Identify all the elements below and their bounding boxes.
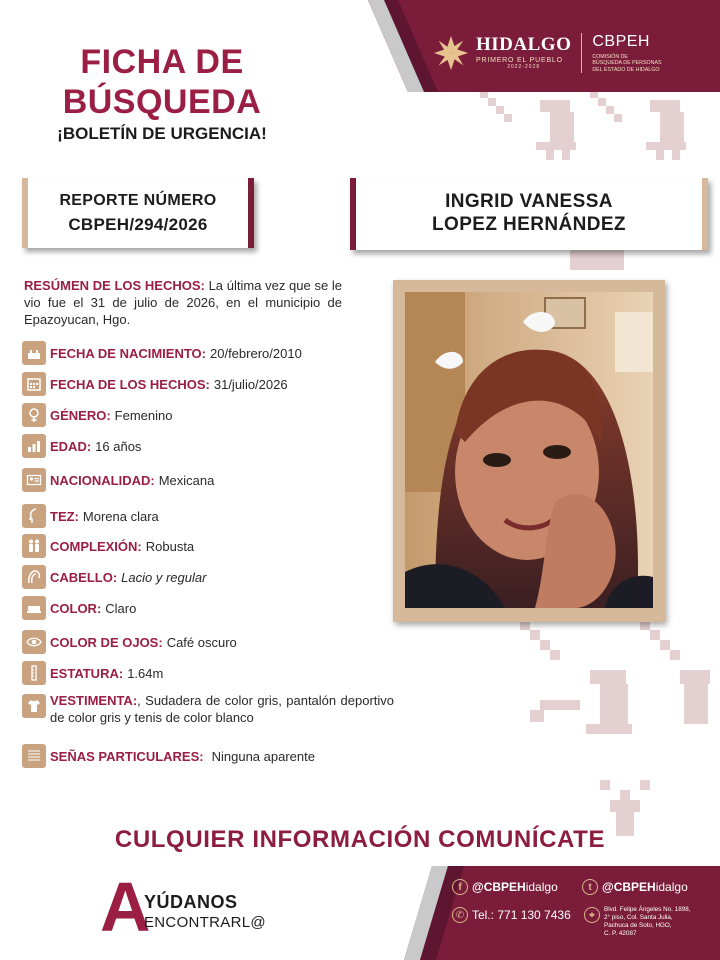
address-line3: Pachuca de Soto, HGO, bbox=[604, 922, 672, 929]
help-logo-line1: YÚDANOS bbox=[144, 892, 238, 912]
help-logo-line2: ENCONTRARL@ bbox=[144, 914, 266, 931]
twitter-icon: t bbox=[582, 879, 598, 895]
summary bbox=[24, 277, 342, 328]
agency-full-name bbox=[592, 54, 661, 74]
address bbox=[604, 906, 716, 938]
agency-full-line2: BÚSQUEDA DE PERSONAS bbox=[592, 60, 662, 67]
fact-value: 31/julio/2026 bbox=[213, 376, 288, 392]
state-name: HIDALGO bbox=[476, 34, 572, 55]
state-motto: PRIMERO EL PUEBLO bbox=[476, 57, 563, 64]
address-contact bbox=[584, 907, 604, 923]
fact-value: Claro bbox=[105, 600, 137, 616]
phone-number: Tel.: 771 130 7436 bbox=[472, 908, 571, 922]
twitter-handle-bold: @CBPEH bbox=[602, 880, 656, 894]
twitter-handle bbox=[602, 880, 688, 894]
fact-label: CABELLO: bbox=[50, 569, 118, 585]
agency-branding bbox=[592, 33, 661, 74]
address-line2: 2° piso, Col. Santa Julia, bbox=[604, 914, 673, 921]
fact-value: 20/febrero/2010 bbox=[210, 345, 302, 361]
fact-label: FECHA DE LOS HECHOS: bbox=[50, 376, 210, 392]
fact-label: SEÑAS PARTICULARES: bbox=[50, 748, 204, 764]
help-find-logo bbox=[100, 868, 300, 946]
person-name-box bbox=[350, 178, 708, 250]
fact-value: Ninguna aparente bbox=[211, 748, 315, 764]
page-title-line2: BÚSQUEDA bbox=[62, 83, 262, 121]
fact-value: Robusta bbox=[145, 538, 195, 554]
phone-icon: ✆ bbox=[452, 907, 468, 923]
header-logos bbox=[432, 28, 720, 78]
header-divider bbox=[581, 33, 582, 73]
calendar-icon bbox=[22, 372, 46, 396]
body-icon bbox=[22, 534, 46, 558]
texture-icon bbox=[22, 744, 46, 768]
fact-label: NACIONALIDAD: bbox=[50, 472, 155, 488]
cake-icon bbox=[22, 341, 46, 365]
fact-value: 1.64m bbox=[127, 665, 164, 681]
fact-value: Morena clara bbox=[82, 508, 159, 524]
fact-label: FECHA DE NACIMIENTO: bbox=[50, 345, 206, 361]
age-bars-icon bbox=[22, 434, 46, 458]
facebook-contact[interactable] bbox=[452, 879, 558, 895]
fact-color bbox=[22, 596, 136, 620]
fact-label: ESTATURA: bbox=[50, 665, 124, 681]
twitter-contact[interactable] bbox=[582, 879, 688, 895]
page-title-line1: FICHA DE bbox=[80, 43, 244, 81]
person-name-line2: LOPEZ HERNÁNDEZ bbox=[432, 214, 626, 235]
fact-label: EDAD: bbox=[50, 438, 92, 454]
fact-value: Mexicana bbox=[158, 472, 215, 488]
help-logo-letter: A bbox=[100, 868, 151, 946]
agency-full-line3: DEL ESTADO DE HIDALGO bbox=[592, 66, 660, 73]
fact-distinguishing-marks bbox=[22, 744, 315, 768]
fact-value: Café oscuro bbox=[166, 634, 237, 650]
clothing-text bbox=[50, 692, 394, 726]
fact-label: GÉNERO: bbox=[50, 407, 111, 423]
hair-icon bbox=[22, 565, 46, 589]
state-years: 2022-2028 bbox=[507, 64, 541, 70]
fact-value: 16 años bbox=[95, 438, 142, 454]
gender-icon bbox=[22, 403, 46, 427]
fact-hair bbox=[22, 565, 206, 589]
report-number: CBPEH/294/2026 bbox=[68, 215, 208, 234]
address-line1: Blvd. Felipe Ángeles No. 1898, bbox=[604, 906, 691, 913]
sofa-icon bbox=[22, 596, 46, 620]
fact-event-date bbox=[22, 372, 288, 396]
fact-eye-color bbox=[22, 630, 237, 654]
fact-skin-tone bbox=[22, 504, 159, 528]
ruler-icon bbox=[22, 661, 46, 685]
agency-full-line1: COMISIÓN DE bbox=[592, 53, 628, 60]
address-line4: C. P. 42087 bbox=[604, 930, 637, 937]
person-photo bbox=[405, 292, 653, 608]
fact-birth-date bbox=[22, 341, 302, 365]
phone-contact[interactable] bbox=[452, 907, 571, 923]
fact-build bbox=[22, 534, 194, 558]
state-emblem-icon bbox=[432, 34, 470, 72]
fact-label: TEZ: bbox=[50, 508, 79, 524]
state-branding bbox=[476, 36, 571, 70]
fact-label: COLOR DE OJOS: bbox=[50, 634, 163, 650]
facebook-icon: f bbox=[452, 879, 468, 895]
fact-value: Lacio y regular bbox=[121, 569, 207, 585]
fact-gender bbox=[22, 403, 172, 427]
twitter-handle-rest: idalgo bbox=[655, 880, 688, 894]
fact-label: COLOR: bbox=[50, 600, 102, 616]
id-card-icon bbox=[22, 468, 46, 492]
report-label: REPORTE NÚMERO bbox=[59, 192, 217, 209]
photo-frame bbox=[393, 280, 665, 622]
fact-value: Femenino bbox=[114, 407, 173, 423]
fact-age bbox=[22, 434, 141, 458]
location-pin-icon: ⌖ bbox=[584, 907, 600, 923]
fact-label: COMPLEXIÓN: bbox=[50, 538, 142, 554]
summary-text: La última vez que se le vio fue el 31 de julio de 2026, en el municipio de Epazoyucan, Hgo. bbox=[24, 278, 343, 327]
agency-acronym: CBPEH bbox=[592, 32, 650, 50]
contact-title: CULQUIER INFORMACIÓN COMUNÍCATE bbox=[114, 826, 606, 853]
person-name-line1: INGRID VANESSA bbox=[445, 191, 613, 212]
clothing-label: VESTIMENTA: bbox=[50, 693, 138, 708]
fact-clothing bbox=[22, 692, 394, 726]
facebook-handle bbox=[472, 880, 558, 894]
facebook-handle-rest: idalgo bbox=[525, 880, 558, 894]
shirt-icon bbox=[22, 694, 46, 718]
fact-height bbox=[22, 661, 163, 685]
eye-icon bbox=[22, 630, 46, 654]
summary-label: RESÚMEN DE LOS HECHOS: bbox=[24, 278, 205, 293]
fact-nationality bbox=[22, 468, 214, 492]
face-profile-icon bbox=[22, 504, 46, 528]
facebook-handle-bold: @CBPEH bbox=[472, 880, 526, 894]
report-box bbox=[22, 178, 254, 248]
person-photo-illustration bbox=[405, 292, 653, 608]
clothing-value: , Sudadera de color gris, pantalón deportivo de color gris y tenis de color blanco bbox=[50, 693, 394, 725]
page-title bbox=[32, 42, 292, 122]
urgent-subtitle: ¡BOLETÍN DE URGENCIA! bbox=[57, 124, 267, 143]
